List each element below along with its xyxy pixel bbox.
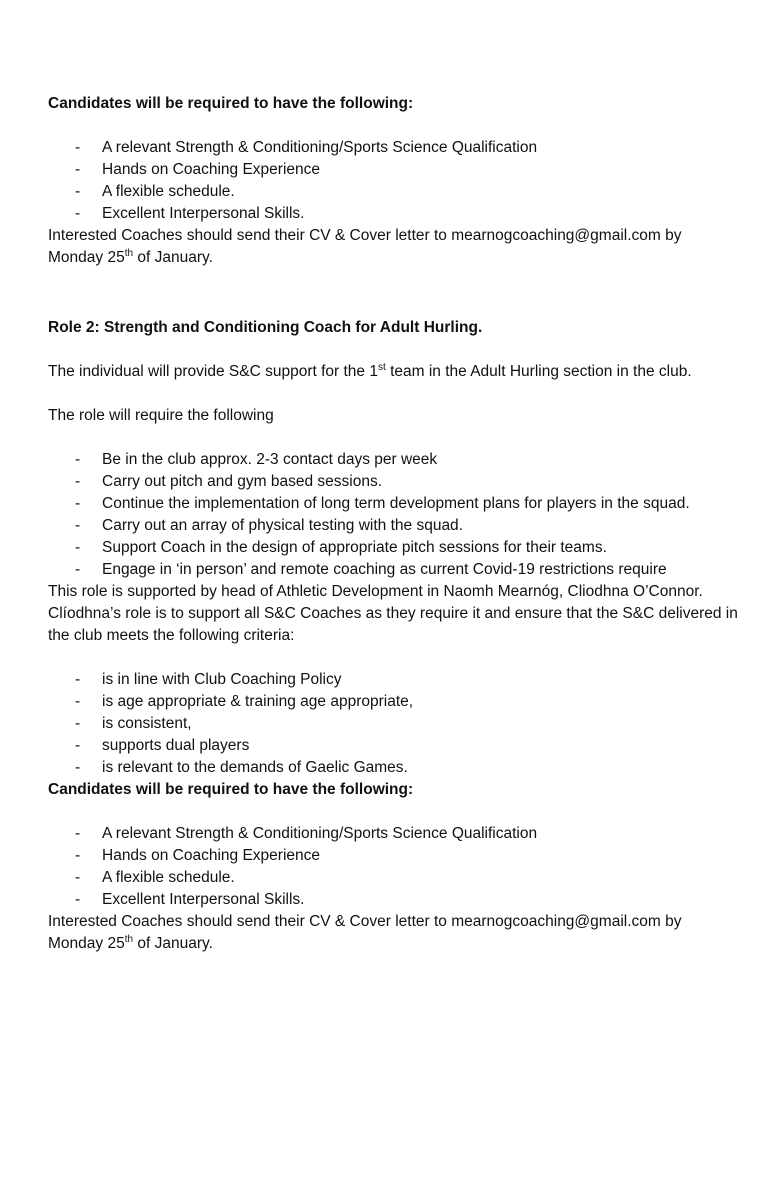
bullet-dash: - [75,869,81,886]
bullet-dash: - [75,161,81,178]
role-2-requirement-lead: The role will require the following [48,407,274,424]
bullet-dash: - [75,539,81,556]
list-item: - Continue the implementation of long term development plans for players in the squad. [48,493,738,515]
list-item: - A flexible schedule. [48,181,738,203]
bullet-dash: - [75,715,81,732]
list-item: - Hands on Coaching Experience [48,159,738,181]
requirements-heading-1: Candidates will be required to have the following: [48,95,414,112]
requirements-list-1 [48,137,738,225]
list-item: - A flexible schedule. [48,867,738,889]
list-item: - Support Coach in the design of appropriate pitch sessions for their teams. [48,537,738,559]
role-2-heading: Role 2: Strength and Conditioning Coach for Adult Hurling. [48,319,483,336]
bullet-dash: - [75,891,81,908]
list-item: - Excellent Interpersonal Skills. [48,889,738,911]
list-item: - supports dual players [48,735,738,757]
list-item: - Be in the club approx. 2-3 contact days per week [48,449,738,471]
bullet-dash: - [75,205,81,222]
role-2-duties-list [48,449,738,581]
bullet-dash: - [75,825,81,842]
list-item: - is consistent, [48,713,738,735]
requirements-heading-2: Candidates will be required to have the following: [48,781,414,798]
requirements-list-2 [48,823,738,911]
bullet-dash: - [75,139,81,156]
bullet-dash: - [75,517,81,534]
criteria-list [48,669,738,779]
list-item: - A relevant Strength & Conditioning/Sports Science Qualification [48,137,738,159]
list-item: - Excellent Interpersonal Skills. [48,203,738,225]
list-item: - is in line with Club Coaching Policy [48,669,738,691]
list-item: - A relevant Strength & Conditioning/Sports Science Qualification [48,823,738,845]
bullet-dash: - [75,183,81,200]
contact-paragraph-1: Interested Coaches should send their CV & Cover letter to mearnogcoaching@gmail.com by Monday 25th of January. [48,227,682,266]
bullet-dash: - [75,693,81,710]
bullet-dash: - [75,495,81,512]
role-2-intro: The individual will provide S&C support for the 1st team in the Adult Hurling section in the club. [48,361,692,380]
bullet-dash: - [75,561,81,578]
bullet-dash: - [75,671,81,688]
list-item: - is relevant to the demands of Gaelic Games. [48,757,738,779]
support-paragraph: This role is supported by head of Athletic Development in Naomh Mearnóg, Cliodhna O’Connor. Clíodhna’s role is to support all S&C Coaches as they require it and ensure that the S&C delivered in the club meets the following criteria: [48,583,738,644]
list-item: - Carry out an array of physical testing with the squad. [48,515,738,537]
bullet-dash: - [75,737,81,754]
list-item: - Engage in ‘in person’ and remote coaching as current Covid-19 restrictions require [48,559,738,581]
list-item: - is age appropriate & training age appropriate, [48,691,738,713]
contact-paragraph-2: Interested Coaches should send their CV & Cover letter to mearnogcoaching@gmail.com by Monday 25th of January. [48,913,682,952]
list-item: - Hands on Coaching Experience [48,845,738,867]
document-page [48,93,738,955]
bullet-dash: - [75,759,81,776]
bullet-dash: - [75,473,81,490]
list-item: - Carry out pitch and gym based sessions. [48,471,738,493]
bullet-dash: - [75,451,81,468]
bullet-dash: - [75,847,81,864]
